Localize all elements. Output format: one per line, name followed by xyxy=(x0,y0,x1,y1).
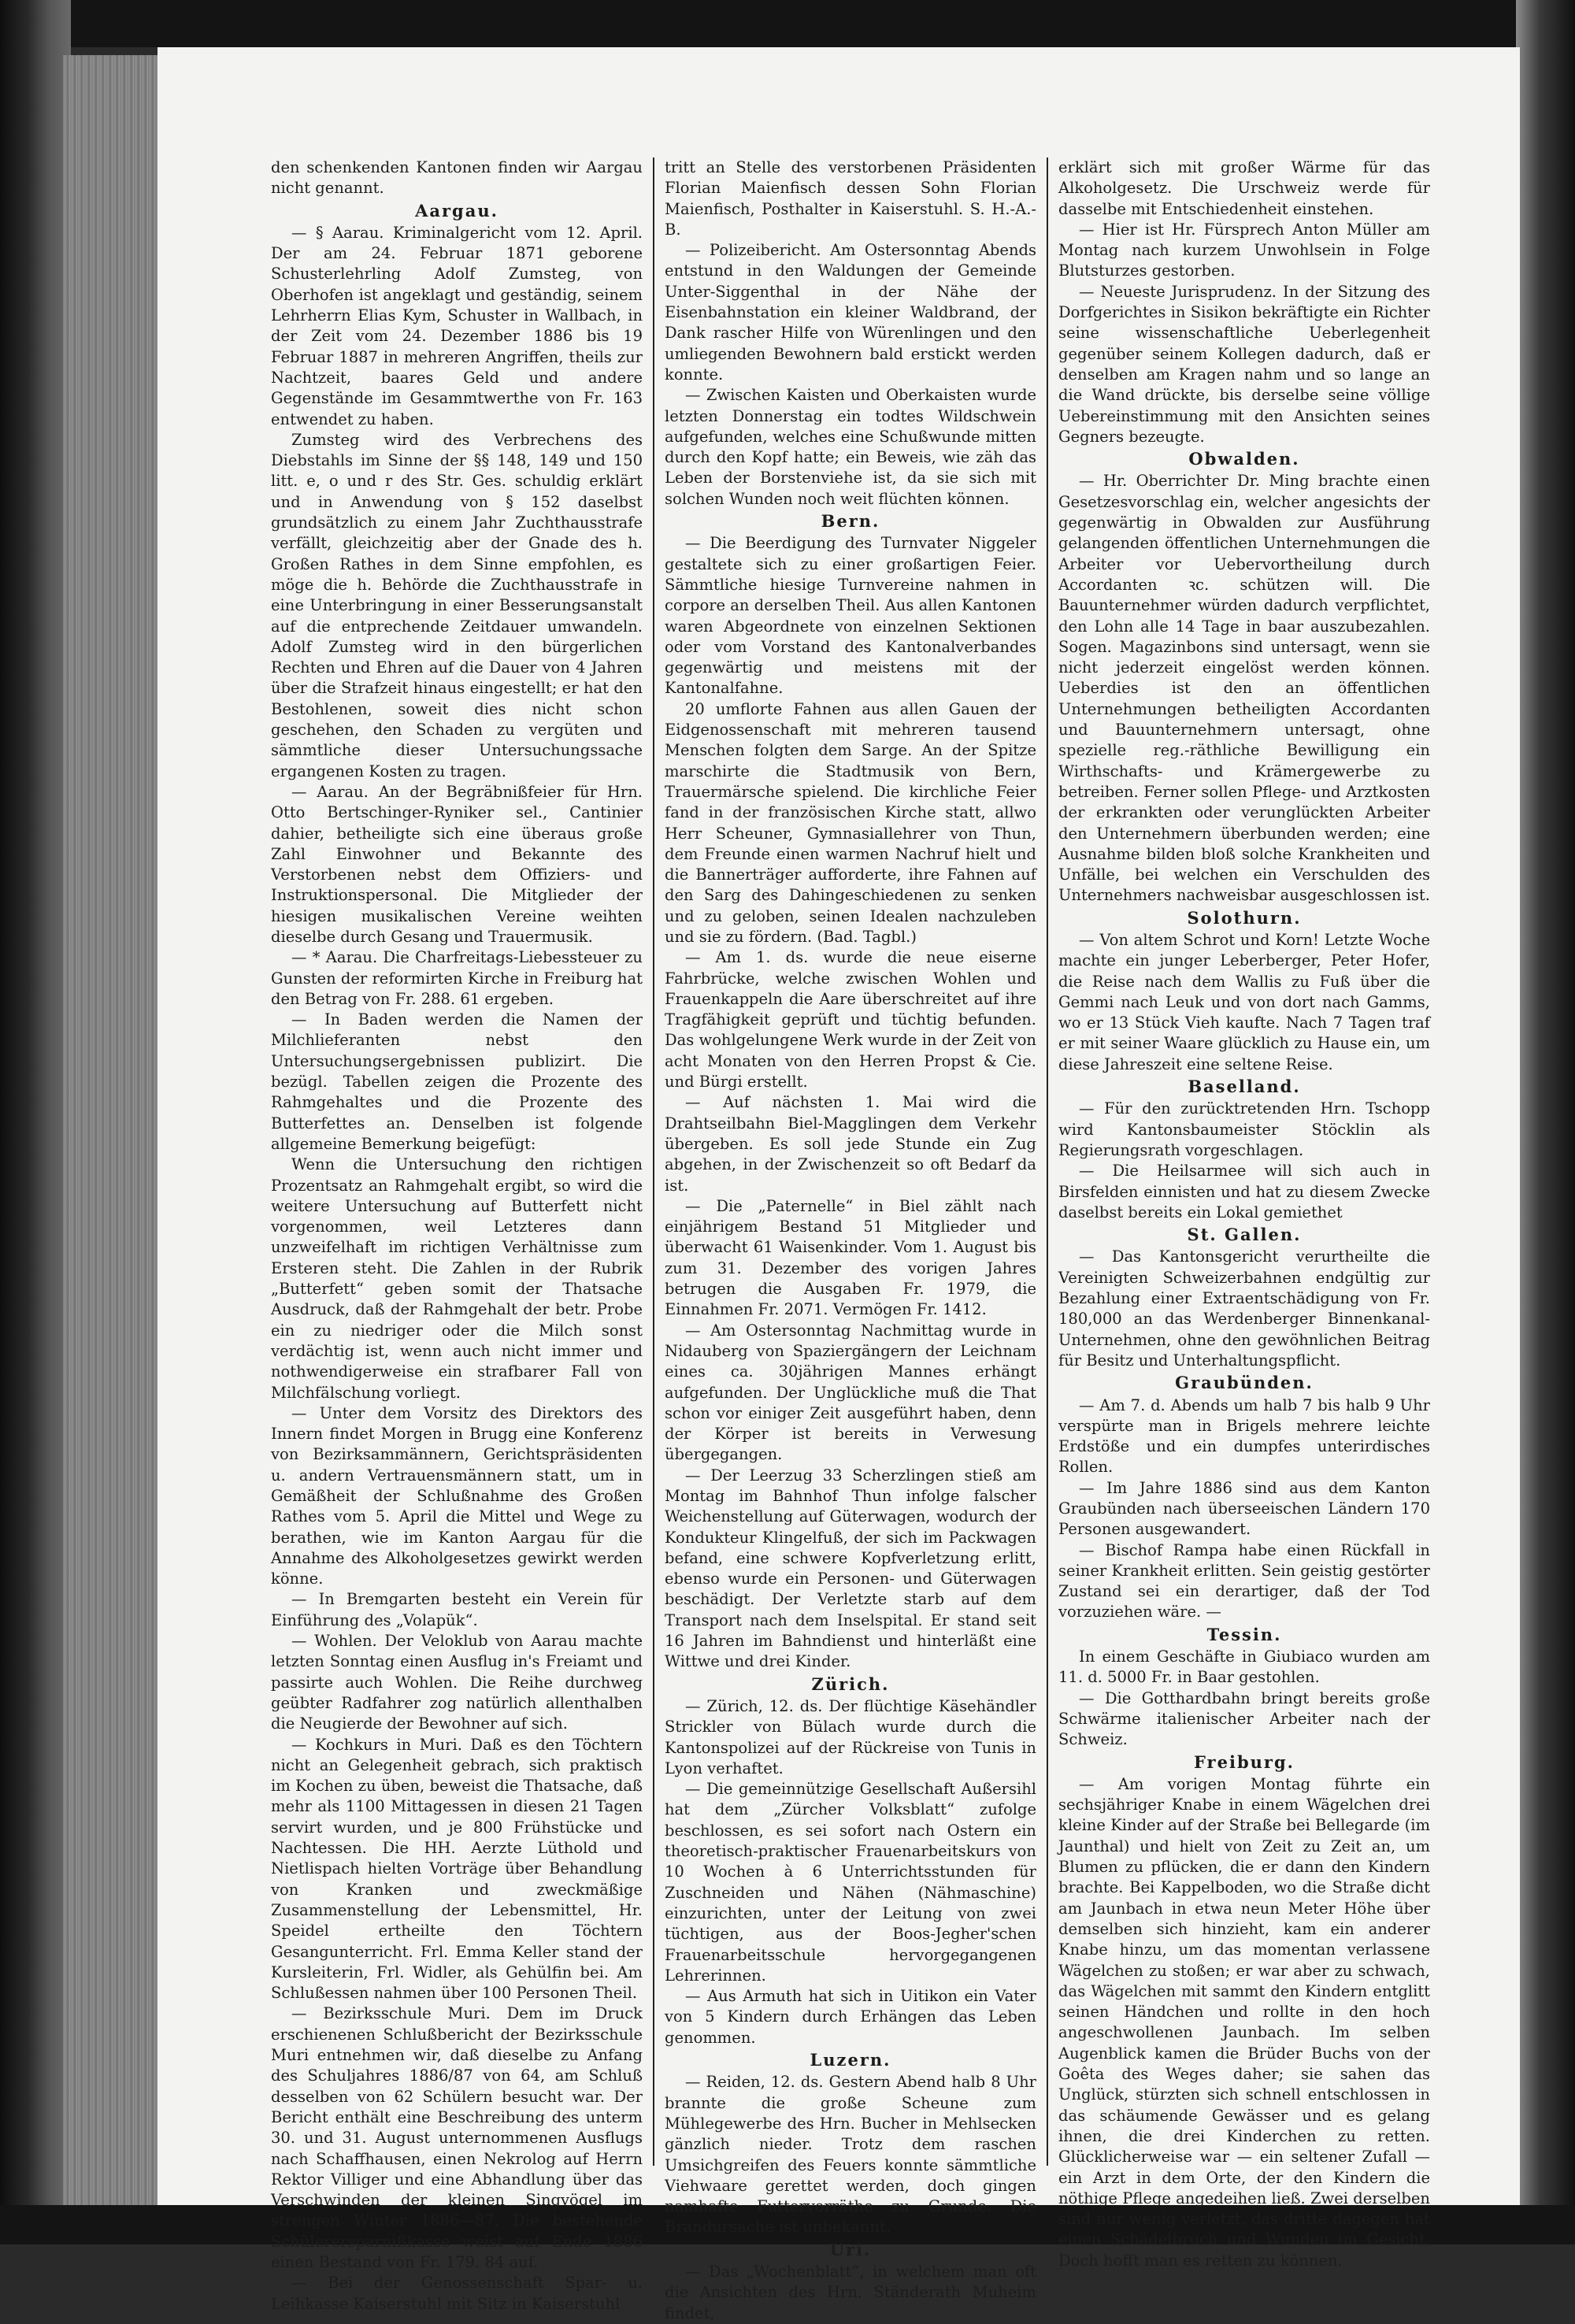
article-paragraph: den schenkenden Kantonen finden wir Aargau nicht genannt. xyxy=(271,158,643,198)
article-paragraph: tritt an Stelle des verstorbenen Präsidenten Florian Maienfisch dessen Sohn Florian Maienfisch, Posthalter in Kaiserstuhl. S. H.-A.-B. xyxy=(665,158,1036,239)
article-paragraph: — Zwischen Kaisten und Oberkaisten wurde letzten Donnerstag ein todtes Wildschwein aufgefunden, welches eine Schußwunde mitten durch den Kopf hatte; ein Beweis, wie zäh das Leben der Borstenviehe ist, da sie sich mit solchen Wunden noch weit flüchten können. xyxy=(665,386,1036,508)
section-heading: Solothurn. xyxy=(1187,907,1302,928)
article-paragraph: — Polizeibericht. Am Ostersonntag Abends entstund in den Waldungen der Gemeinde Unter-Siggenthal in der Nähe der Eisenbahnstation ein kleiner Waldbrand, der Dank rascher Hilfe von Würenlingen und den umliegenden Bewohnern bald erstickt werden konnte. xyxy=(665,241,1036,384)
article-paragraph: — Für den zurücktretenden Hrn. Tschopp wird Kantonsbaumeister Stöcklin als Regierungsrath vorgeschlagen. xyxy=(1058,1099,1430,1159)
article-paragraph: — Hr. Oberrichter Dr. Ming brachte einen Gesetzesvorschlag ein, welcher angesichts der gegenwärtig in Obwalden zur Ausführung gelangenden öffentlichen Unternehmungen die Arbeiter vor Uebervortheilung durch Accordanten ꝛc. schützen will. Die Bauunternehmer würden dadurch verpflichtet, den Lohn alle 14 Tage in baar auszubezahlen. Sogen. Magazinbons sind untersagt, wenn sie nicht jederzeit eingelöst werden können. Ueberdies ist den an öffentlichen Unternehmungen betheiligten Accordanten und Bauunternehmern untersagt, ohne spezielle reg.-räthliche Bewilligung ein Wirthschafts- und Krämergewerbe zu betreiben. Ferner sollen Pflege- und Arztkosten der erkrankten oder verunglückten Arbeiter den Unternehmern überbunden werden; eine Ausnahme bilden bloß solche Krankheiten und Unfälle, bei welchen ein Verschulden des Unternehmers nachweisbar ausgeschlossen ist. xyxy=(1058,472,1430,905)
column-container xyxy=(260,158,1441,2322)
article-paragraph: — In Baden werden die Namen der Milchlieferanten nebst den Untersuchungsergebnissen publizirt. Die bezügl. Tabellen zeigen die Prozente des Rahmgehaltes und die Prozente des Butterfettes an. Denselben ist folgende allgemeine Bemerkung beigefügt: xyxy=(271,1010,643,1153)
section-heading: Baselland. xyxy=(1188,1077,1301,1097)
article-paragraph: — Bezirksschule Muri. Dem im Druck erschienenen Schlußbericht der Bezirksschule Muri entnehmen wir, daß dieselbe zu Anfang des Schuljahres 1886/87 von 64, am Schluß desselben von 62 Schülern besucht war. Der Bericht enthält eine Beschreibung des unterm 30. und 31. August unternommenen Ausflugs nach Schaffhausen, einen Nekrolog auf Herrn Rektor Villiger und eine Abhandlung über das Verschwinden der kleinen Singvögel im strengen Winter 1886—87. Die bestehende Schülerersparnißkasse weist auf Ende 1886 einen Bestand von Fr. 179. 84 auf. xyxy=(271,2004,643,2271)
article-paragraph: — Am vorigen Montag führte ein sechsjähriger Knabe in einem Wägelchen drei kleine Kinder auf der Straße bei Bellegarde (im Jaunthal) und hielt von Zeit zu Zeit an, um Blumen zu pflücken, die er dann den Kindern brachte. Bei Kappelboden, wo die Straße dicht am Jaunbach in etwa neun Meter Höhe über demselben sich hinzieht, kam ein anderer Knabe hinzu, um das momentan verlassene Wägelchen zu stoßen; er war aber zu schwach, das Wägelchen mit sammt den Kindern entglitt seinen Händchen und rollte in den hoch angeschwollenen Jaunbach. Im selben Augenblick kamen die Brüder Buchs von der Goêta des Weges daher; sie sahen das Unglück, stürzten sich schnell entschlossen in das schäumende Gewässer und es gelang ihnen, die drei Kinderchen zu retten. Glücklicherweise war — ein seltener Zufall — ein Arzt in dem Orte, der den Kindern die nöthige Pflege angedeihen ließ. Zwei derselben sind nur wenig verletzt, das dritte dagegen hat einen Schädelbruch und Wunden im Gesicht. Doch hofft man es retten zu können. xyxy=(1058,1774,1430,2270)
article-paragraph: — Die Gotthardbahn bringt bereits große Schwärme italienischer Arbeiter nach der Schweiz. xyxy=(1058,1688,1430,1749)
article-paragraph: — Die Heilsarmee will sich auch in Birsfelden einnisten und hat zu diesem Zwecke daselbst bereits ein Lokal gemiethet xyxy=(1058,1162,1430,1221)
article-paragraph: — Bei der Genossenschaft Spar- u. Leihkasse Kaiserstuhl mit Sitz in Kaiserstuhl xyxy=(271,2274,643,2313)
article-paragraph: — Unter dem Vorsitz des Direktors des Innern findet Morgen in Brugg eine Konferenz von Bezirksammännern, Gerichtspräsidenten u. andern Vertrauensmännern statt, um in Gemäßheit der Schlußnahme des Großen Rathes vom 5. April die Mittel und Wege zu berathen, wie im Kanton Aargau für die Annahme des Alkoholgesetzes gewirkt werden könne. xyxy=(271,1403,643,1588)
article-paragraph: — Aarau. An der Begräbnißfeier für Hrn. Otto Bertschinger-Ryniker sel., Cantinier dahier, betheiligte sich eine überaus große Zahl Einwohner und Bekannte des Verstorbenen nebst dem Offiziers- und Instruktionspersonal. Die Mitglieder der hiesigen musikalischen Vereine weihten dieselbe durch Gesang und Trauermusik. xyxy=(271,782,643,946)
section-heading: Bern. xyxy=(821,511,880,532)
section-heading: Freiburg. xyxy=(1194,1751,1295,1772)
section-heading: Luzern. xyxy=(810,2050,891,2070)
article-paragraph: — Von altem Schrot und Korn! Letzte Woche machte ein junger Leberberger, Peter Hofer, die Reise nach dem Wallis zu Fuß über die Gemmi nach Leuk und von dort nach Gamms, wo er 13 Stück Vieh kaufte. Nach 7 Tagen traf er mit seiner Waare glücklich zu Hause ein, um diese Jahreszeit eine seltene Reise. xyxy=(1058,930,1430,1073)
section-heading: Zürich. xyxy=(811,1674,890,1694)
article-paragraph: — In Bremgarten besteht ein Verein für Einführung des „Volapük“. xyxy=(271,1590,643,1629)
article-paragraph: — Das Kantonsgericht verurtheilte die Vereinigten Schweizerbahnen endgültig zur Bezahlung einer Extraentschädigung von Fr. 180,000 an das Werdenberger Binnenkanal-Unternehmen, ohne den gewöhnlichen Beitrag für Besitz und Unterhaltungspflicht. xyxy=(1058,1247,1430,1370)
scan-border-left xyxy=(0,0,71,2244)
section-heading: Tessin. xyxy=(1206,1624,1282,1644)
article-paragraph: — Kochkurs in Muri. Daß es den Töchtern nicht an Gelegenheit gebrach, sich praktisch im Kochen zu üben, beweist die Thatsache, daß mehr als 1100 Mittagessen in diesen 21 Tagen servirt wurden, und je 800 Frühstücke und Nachtessen. Die HH. Aerzte Lüthold und Nietlispach hielten Vorträge über Behandlung von Kranken und zweckmäßige Zusammenstellung der Lebensmittel, Hr. Speidel ertheilte den Töchtern Gesangunterricht. Frl. Emma Keller stand der Kursleiterin, Frl. Widler, als Gehülfin bei. Am Schlußessen nahmen über 100 Personen Theil. xyxy=(271,1735,643,2003)
column-right xyxy=(1047,158,1441,2270)
article-paragraph: In einem Geschäfte in Giubiaco wurden am 11. d. 5000 Fr. in Baar gestohlen. xyxy=(1058,1648,1430,1687)
article-paragraph: — Die gemeinnützige Gesellschaft Außersihl hat dem „Zürcher Volksblatt“ zufolge beschlossen, es sei sofort nach Ostern ein theoretisch-praktischer Frauenarbeitskurs von 10 Wochen à 6 Unterrichtsstunden für Zuschneiden und Nähen (Nähmaschine) einzurichten, unter der Leitung von zwei tüchtigen, aus der Boos-Jegher'schen Frauenarbeitsschule hervorgegangenen Lehrerinnen. xyxy=(665,1780,1036,1985)
section-heading: Obwalden. xyxy=(1188,449,1300,469)
article-paragraph: — * Aarau. Die Charfreitags-Liebessteuer zu Gunsten der reformirten Kirche in Freiburg hat den Betrag von Fr. 288. 61 ergeben. xyxy=(271,948,643,1008)
section-heading: Graubünden. xyxy=(1175,1373,1314,1393)
section-heading: Aargau. xyxy=(415,200,498,221)
newspaper-page xyxy=(158,47,1520,2322)
column-middle xyxy=(654,158,1047,2322)
scan-border-right xyxy=(1516,0,1575,2244)
article-paragraph: — Am Ostersonntag Nachmittag wurde in Nidauberg von Spaziergängern der Leichnam eines ca. 30jährigen Mannes erhängt aufgefunden. Der Unglückliche muß die That schon vor einiger Zeit ausgeführt haben, denn der Körper ist bereits in Verwesung übergegangen. xyxy=(665,1321,1036,1464)
page-stack-edge xyxy=(63,55,165,2205)
article-paragraph: Zumsteg wird des Verbrechens des Diebstahls im Sinne der §§ 148, 149 und 150 litt. e, o und r des Str. Ges. schuldig erklärt und in Anwendung von § 152 daselbst grundsätzlich zu einem Jahr Zuchthausstrafe verfällt, gleichzeitig aber der Gnade des h. Großen Rathes in dem Sinne empfohlen, es möge die h. Behörde die Zuchthausstrafe in eine Unterbringung in einer Besserungsanstalt auf die entprechende Zeitdauer umwandeln. Adolf Zumsteg wird in den bürgerlichen Rechten und Ehren auf die Dauer von 4 Jahren über die Strafzeit hinaus eingestellt; er hat den Bestohlenen, soweit dies nicht schon geschehen, den Schaden zu vergüten und sämmtliche dieser Untersuchungssache ergangenen Kosten zu tragen. xyxy=(271,430,643,780)
article-paragraph: erklärt sich mit großer Wärme für das Alkoholgesetz. Die Urschweiz werde für dasselbe mit Entschiedenheit einstehen. xyxy=(1058,158,1430,218)
column-left xyxy=(260,158,654,2313)
article-paragraph: — Am 7. d. Abends um halb 7 bis halb 9 Uhr verspürte man in Brigels mehrere leichte Erdstöße und ein dumpfes unterirdisches Rollen. xyxy=(1058,1396,1430,1477)
section-heading: Uri. xyxy=(829,2239,872,2259)
article-paragraph: — Die Beerdigung des Turnvater Niggeler gestaltete sich zu einer großartigen Feier. Sämmtliche hiesige Turnvereine nahmen in corpore an derselben Theil. Aus allen Kantonen waren Abgeordnete von einzelnen Sektionen oder vom Vorstand des Kantonalverbandes gegenwärtig und meistens mit der Kantonalfahne. xyxy=(665,534,1036,698)
article-paragraph: — Zürich, 12. ds. Der flüchtige Käsehändler Strickler von Bülach wurde durch die Kantonspolizei auf der Rückreise von Tunis in Lyon verhaftet. xyxy=(665,1696,1036,1777)
article-paragraph: — Reiden, 12. ds. Gestern Abend halb 8 Uhr brannte die große Scheune zum Mühlegewerbe des Hrn. Bucher in Mehlsecken gänzlich nieder. Trotz dem raschen Umsichgreifen des Feuers konnte sämmtliche Viehwaare gerettet werden, doch gingen namhafte Futtervorräthe zu Grunde. Die Brandursache ist unbekannt. xyxy=(665,2073,1036,2237)
scan-border-top xyxy=(0,0,1575,47)
article-paragraph: — Hier ist Hr. Fürsprech Anton Müller am Montag nach kurzem Unwohlsein in Folge Blutsturzes gestorben. xyxy=(1058,220,1430,280)
article-paragraph: — Das „Wochenblatt“, in welchem man oft die Ansichten des Hrn. Ständerath Muheim findet, xyxy=(665,2262,1036,2322)
article-paragraph: 20 umflorte Fahnen aus allen Gauen der Eidgenossenschaft mit mehreren tausend Menschen folgten dem Sarge. An der Spitze marschirte die Stadtmusik von Bern, Trauermärsche spielend. Die kirchliche Feier fand in der französischen Kirche statt, allwo Herr Scheuner, Gymnasiallehrer von Thun, dem Freunde einen warmen Nachruf hielt und die Bannerträger aufforderte, ihre Fahnen auf den Sarg des Dahingeschiedenen zu senken und zu geloben, seinen Idealen nachzuleben und sie zu fördern. (Bad. Tagbl.) xyxy=(665,699,1036,946)
article-paragraph: — Auf nächsten 1. Mai wird die Drahtseilbahn Biel-Magglingen dem Verkehr übergeben. Es soll jede Stunde ein Zug abgehen, in der Zwischenzeit so oft Bedarf da ist. xyxy=(665,1093,1036,1195)
article-paragraph: — Wohlen. Der Veloklub von Aarau machte letzten Sonntag einen Ausflug in's Freiamt und passirte auch Wohlen. Die Reihe durchweg geübter Radfahrer zog natürlich allenthalben die Neugierde der Bewohner auf sich. xyxy=(271,1632,643,1733)
article-paragraph: — § Aarau. Kriminalgericht vom 12. April. Der am 24. Februar 1871 geborene Schusterlehrling Adolf Zumsteg, von Oberhofen ist angeklagt und geständig, seinem Lehrherrn Elias Kym, Schuster in Wallbach, in der Zeit vom 24. Dezember 1886 bis 19 Februar 1887 in mehreren Angriffen, theils zur Nachtzeit, baares Geld und andere Gegenstände im Gesammtwerthe von Fr. 163 entwendet zu haben. xyxy=(271,223,643,428)
section-heading: St. Gallen. xyxy=(1187,1225,1302,1245)
article-paragraph: — Im Jahre 1886 sind aus dem Kanton Graubünden nach überseeischen Ländern 170 Personen ausgewandert. xyxy=(1058,1478,1430,1539)
article-paragraph: — Die „Paternelle“ in Biel zählt nach einjährigem Bestand 51 Mitglieder und überwacht 61 Waisenkinder. Vom 1. August bis zum 31. Dezember des vorigen Jahres betrugen die Ausgaben Fr. 1979, die Einnahmen Fr. 2071. Vermögen Fr. 1412. xyxy=(665,1196,1036,1319)
article-paragraph: Wenn die Untersuchung den richtigen Prozentsatz an Rahmgehalt ergibt, so wird die weitere Untersuchung auf Butterfett nicht vorgenommen, weil Letzteres dann unzweifelhaft im richtigen Verhältnisse zum Ersteren steht. Die Zahlen in der Rubrik „Butterfett“ geben somit der Thatsache Ausdruck, daß der Rahmgehalt der betr. Probe ein zu niedriger oder die Milch sonst verdächtig ist, wenn auch nicht immer und nothwendigerweise ein strafbarer Fall von Milchfälschung vorliegt. xyxy=(271,1155,643,1402)
article-paragraph: — Bischof Rampa habe einen Rückfall in seiner Krankheit erlitten. Sein geistig gestörter Zustand sei ein derartiger, daß der Tod vorzuziehen wäre. — xyxy=(1058,1540,1430,1622)
article-paragraph: — Neueste Jurisprudenz. In der Sitzung des Dorfgerichtes in Sisikon bekräftigte ein Richter seine wissenschaftliche Ueberlegenheit gegenüber seinem Kollegen dadurch, daß er denselben am Kragen nahm und so lange an die Wand drückte, bis derselbe seine völlige Uebereinstimmung mit den Ansichten seines Gegners bezeugte. xyxy=(1058,282,1430,446)
article-paragraph: — Der Leerzug 33 Scherzlingen stieß am Montag im Bahnhof Thun infolge falscher Weichenstellung auf Güterwagen, wodurch der Kondukteur Klingelfuß, der sich im Packwagen befand, eine schwere Kopfverletzung erlitt, ebenso wurde ein Personen- und Güterwagen beschädigt. Der Verletzte starb auf dem Transport nach dem Inselspital. Er stand seit 16 Jahren im Bahndienst und hinterläßt eine Wittwe und drei Kinder. xyxy=(665,1466,1036,1671)
article-paragraph: — Aus Armuth hat sich in Uitikon ein Vater von 5 Kindern durch Erhängen das Leben genommen. xyxy=(665,1987,1036,2047)
article-paragraph: — Am 1. ds. wurde die neue eiserne Fahrbrücke, welche zwischen Wohlen und Frauenkappeln die Aare überschreitet auf ihre Tragfähigkeit geprüft und tüchtig befunden. Das wohlgelungene Werk wurde in der Zeit von acht Monaten von den Herren Propst & Cie. und Bürgi erstellt. xyxy=(665,948,1036,1092)
